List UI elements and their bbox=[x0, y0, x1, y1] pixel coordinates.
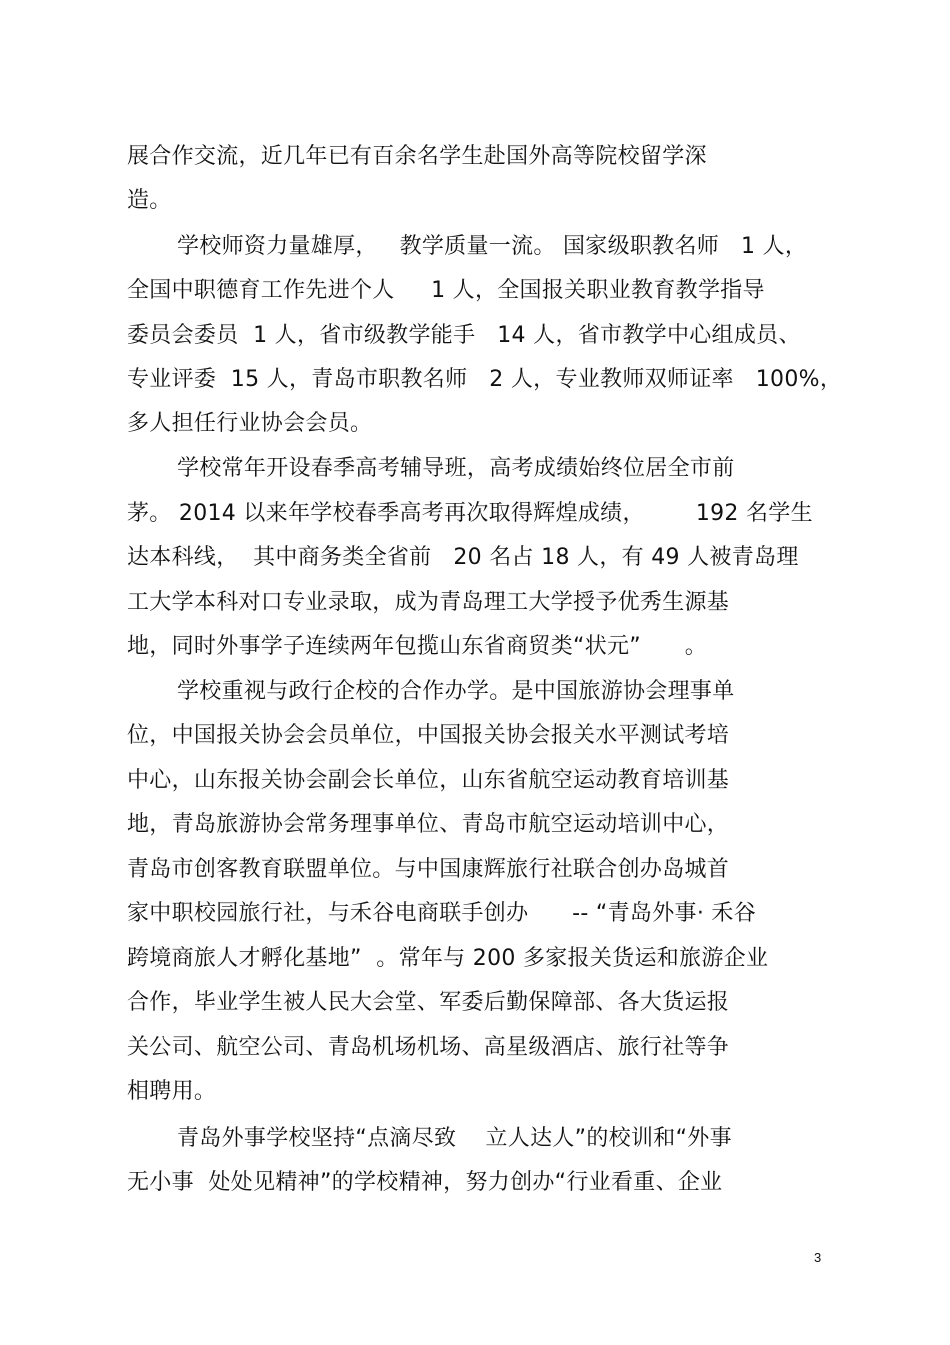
page-number: 3 bbox=[814, 1250, 822, 1265]
text-line: 无小事 处处见精神”的学校精神，努力创办“行业看重、企业 bbox=[127, 1170, 723, 1195]
text-line: 相聘用。 bbox=[127, 1079, 217, 1104]
text-line: 家中职校园旅行社，与禾谷电商联手创办 -- “青岛外事· 禾谷 bbox=[127, 901, 757, 926]
text-line: 跨境商旅人才孵化基地” 。常年与 200 多家报关货运和旅游企业 bbox=[127, 946, 769, 971]
text-line: 学校重视与政行企校的合作办学。是中国旅游协会理事单 bbox=[177, 679, 735, 704]
text-line: 展合作交流，近几年已有百余名学生赴国外高等院校留学深 bbox=[127, 144, 707, 169]
text-line: 委员会委员 1 人，省市级教学能手 14 人，省市教学中心组成员、 bbox=[127, 323, 801, 348]
text-line: 专业评委 15 人，青岛市职教名师 2 人，专业教师双师证率 100%， bbox=[127, 367, 843, 392]
text-line: 青岛市创客教育联盟单位。与中国康辉旅行社联合创办岛城首 bbox=[127, 857, 730, 882]
text-line: 全国中职德育工作先进个人 1 人，全国报关职业教育教学指导 bbox=[127, 278, 765, 303]
text-line: 多人担任行业协会会员。 bbox=[127, 411, 373, 436]
text-line: 学校师资力量雄厚， 教学质量一流。 国家级职教名师 1 人， bbox=[177, 234, 808, 259]
text-line: 青岛外事学校坚持“点滴尽致 立人达人”的校训和“外事 bbox=[177, 1126, 732, 1151]
text-line: 茅。 2014 以来年学校春季高考再次取得辉煌成绩， 192 名学生 bbox=[127, 501, 813, 526]
text-line: 学校常年开设春季高考辅导班，高考成绩始终位居全市前 bbox=[177, 456, 735, 481]
text-line: 地，同时外事学子连续两年包揽山东省商贸类“状元” 。 bbox=[127, 634, 708, 659]
text-line: 位，中国报关协会会员单位，中国报关协会报关水平测试考培 bbox=[127, 723, 730, 748]
text-line: 工大学本科对口专业录取，成为青岛理工大学授予优秀生源基 bbox=[127, 590, 730, 615]
text-line: 合作，毕业学生被人民大会堂、军委后勤保障部、各大货运报 bbox=[127, 990, 730, 1015]
text-line: 造。 bbox=[127, 188, 172, 213]
text-line: 中心，山东报关协会副会长单位，山东省航空运动教育培训基 bbox=[127, 768, 730, 793]
text-line: 关公司、航空公司、青岛机场机场、高星级酒店、旅行社等争 bbox=[127, 1035, 730, 1060]
text-line: 地，青岛旅游协会常务理事单位、青岛市航空运动培训中心， bbox=[127, 812, 730, 837]
text-line: 达本科线， 其中商务类全省前 20 名占 18 人，有 49 人被青岛理 bbox=[127, 545, 799, 570]
